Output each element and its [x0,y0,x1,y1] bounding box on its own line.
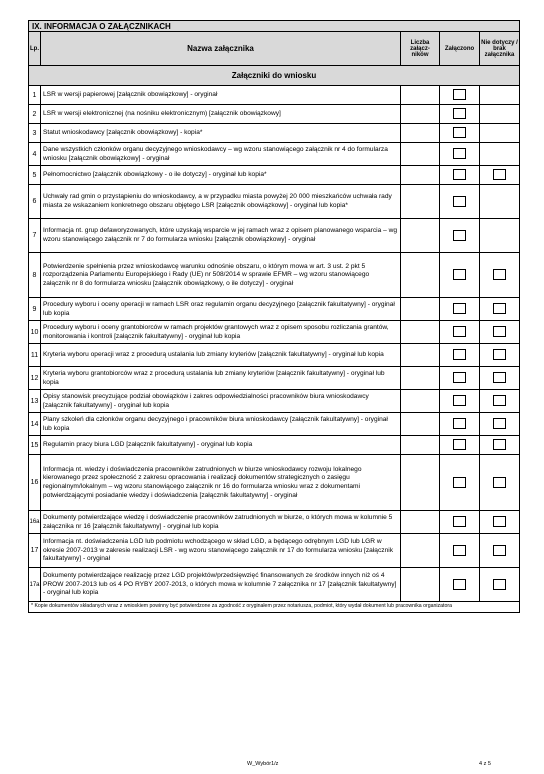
table-row [29,86,520,105]
attachment-count-cell[interactable] [401,219,440,253]
not-applicable-cell [480,413,520,436]
row-number: 6 [29,185,41,219]
not-applicable-cell [480,455,520,511]
row-number: 11 [29,344,41,367]
row-number: 13 [29,390,41,413]
attachment-name: Regulamin pracy biura LGD [załącznik fakultatywny] - oryginał lub kopia [41,436,401,455]
attached-checkbox[interactable] [453,169,466,180]
not-applicable-checkbox[interactable] [493,516,506,527]
not-applicable-cell [480,321,520,344]
table-row [29,124,520,143]
not-applicable-cell [480,166,520,185]
column-header-not-applicable: Nie dotyczy / brak załącznika [480,32,520,66]
attachment-name: Dokumenty potwierdzające realizację przez LGD projektów/przedsięwzięć finansowanych ze środków innych niż oś 4 PROW 2007-2013 lub oś 4 PO RYBY 2007-2013, o których mowa w kolumnie 7 załącznika nr 17 [załącznik fakultatywny] - oryginał lub kopia [41,568,401,602]
footnote: * Kopie dokumentów składanych wraz z wnioskiem powinny być potwierdzone za zgodność z oryginałem przez notariusza, podmiot, który wydał dokument lub pracownika organizatora [29,602,520,613]
row-number: 12 [29,367,41,390]
attachment-count-cell[interactable] [401,105,440,124]
row-number: 7 [29,219,41,253]
attachment-name: Informacja nt. wiedzy i doświadczenia pracowników zatrudnionych w biurze wnioskodawcy rozwoju lokalnego kierowanego przez społeczność z zakresu opracowania i realizacji dokumentów strategicznych o zasięgu regionalnym/lokalnym – wg wzoru stanowiącego załącznik nr 16 do formularza wniosku wraz z dokumentami potwierdzającymi posiadanie wiedzy i doświadczenia [załącznik fakultatywny] - oryginał [41,455,401,511]
attachment-name: Procedury wyboru i oceny grantobiorców w ramach projektów grantowych wraz z opisem sposobu rozliczania grantów, monitorowania i kontroli [załącznik fakultatywny] - oryginał lub kopia [41,321,401,344]
not-applicable-cell [480,185,520,219]
not-applicable-cell [480,105,520,124]
attached-cell [440,253,480,298]
attachment-name: Kryteria wyboru operacji wraz z procedurą ustalania lub zmiany kryteriów [załącznik fakultatywny] - oryginał lub kopia [41,344,401,367]
table-row [29,253,520,298]
attached-cell [440,143,480,166]
not-applicable-checkbox[interactable] [493,579,506,590]
table-row [29,436,520,455]
attached-checkbox[interactable] [453,418,466,429]
attached-checkbox[interactable] [453,230,466,241]
column-header-name: Nazwa załącznika [41,32,401,66]
not-applicable-checkbox[interactable] [493,545,506,556]
attached-checkbox[interactable] [453,516,466,527]
attachment-name: LSR w wersji elektronicznej (na nośniku elektronicznym) [załącznik obowiązkowy] [41,105,401,124]
row-number: 3 [29,124,41,143]
form-code: W_Wybór1/z [247,761,279,767]
attachment-count-cell[interactable] [401,390,440,413]
attached-cell [440,105,480,124]
attached-cell [440,219,480,253]
attached-checkbox[interactable] [453,439,466,450]
table-row [29,166,520,185]
attachment-name: Informacja nt. grup defaworyzowanych, które uzyskają wsparcie w jej ramach wraz z opisem planowanego wsparcia – wg wzoru stanowiącego załącznik nr 7 do formularza wniosku [załącznik obowiązkowy] - oryginał [41,219,401,253]
section-title: IX. INFORMACJA O ZAŁĄCZNIKACH [29,21,520,32]
attachment-count-cell[interactable] [401,455,440,511]
attached-checkbox[interactable] [453,148,466,159]
attachments-table [28,20,520,613]
not-applicable-checkbox[interactable] [493,303,506,314]
attachments-section [28,20,519,613]
not-applicable-checkbox[interactable] [493,439,506,450]
row-number: 16a [29,511,41,534]
attached-cell [440,455,480,511]
table-row [29,413,520,436]
subheader: Załączniki do wniosku [29,66,520,86]
attachment-count-cell[interactable] [401,298,440,321]
attachment-name: Informacja nt. doświadczenia LGD lub podmiotu wchodzącego w skład LGD, a będącego odrębnym LGD lub LGR w okresie 2007-2013 w zakresie realizacji LSR - wg wzoru stanowiącego załącznik nr 17 do formularza wniosku [załącznik fakultatywny] - oryginał [41,534,401,568]
attached-cell [440,436,480,455]
not-applicable-cell [480,367,520,390]
not-applicable-checkbox[interactable] [493,169,506,180]
not-applicable-checkbox[interactable] [493,269,506,280]
attachment-name: Dokumenty potwierdzające wiedzę i doświadczenie pracowników zatrudnionych w biurze, o których mowa w kolumnie 5 załącznika nr 16 [załącznik fakultatywny] - oryginał lub kopia [41,511,401,534]
column-header-attached: Załączono [440,32,480,66]
attached-cell [440,390,480,413]
attached-checkbox[interactable] [453,127,466,138]
attachment-count-cell[interactable] [401,86,440,105]
attached-checkbox[interactable] [453,477,466,488]
not-applicable-cell [480,344,520,367]
attachment-name: Opisy stanowisk precyzujące podział obowiązków i zakres odpowiedzialności pracowników biura wnioskodawcy [załącznik fakultatywny] - oryginał lub kopia [41,390,401,413]
attachment-name: Plany szkoleń dla członków organu decyzyjnego i pracowników biura wnioskodawcy [załącznik fakultatywny] - oryginał lub kopia [41,413,401,436]
attachment-name: Dane wszystkich członków organu decyzyjnego wnioskodawcy – wg wzoru stanowiącego załącznik nr 4 do formularza wniosku [załącznik obowiązkowy] - oryginał [41,143,401,166]
not-applicable-cell [480,143,520,166]
column-header-count: Liczba załącz-ników [401,32,440,66]
table-row [29,511,520,534]
attachment-count-cell[interactable] [401,253,440,298]
not-applicable-checkbox[interactable] [493,372,506,383]
row-number: 17a [29,568,41,602]
not-applicable-checkbox[interactable] [493,349,506,360]
attachment-name: Potwierdzenie spełnienia przez wnioskodawcę warunku odnośnie obszaru, o którym mowa w art. 3 ust. 2 pkt 5 rozporządzenia Parlamentu Europejskiego i Rady (UE) nr 508/2014 w sprawie EFMR – wg wzoru stanowiącego załącznik nr 8 do formularza wniosku [załącznik obowiązkowy, o ile dotyczy] - oryginał [41,253,401,298]
not-applicable-cell [480,436,520,455]
attached-cell [440,321,480,344]
attachment-name: Uchwały rad gmin o przystąpieniu do wnioskodawcy, a w przypadku miasta powyżej 20 000 mieszkańców uchwała rady miasta ze wskazaniem konkretnego obszaru objętego LSR [załącznik obowiązkowy] - oryginał lub kopia* [41,185,401,219]
attached-checkbox[interactable] [453,545,466,556]
not-applicable-checkbox[interactable] [493,418,506,429]
attached-cell [440,511,480,534]
table-row [29,367,520,390]
table-row [29,390,520,413]
row-number: 9 [29,298,41,321]
table-row [29,143,520,166]
attached-checkbox[interactable] [453,326,466,337]
attached-cell [440,534,480,568]
not-applicable-cell [480,568,520,602]
attachment-name: Pełnomocnictwo [załącznik obowiązkowy - o ile dotyczy] - oryginał lub kopia* [41,166,401,185]
not-applicable-cell [480,86,520,105]
attached-checkbox[interactable] [453,196,466,207]
page-number: 4 z 5 [479,761,491,767]
attached-cell [440,298,480,321]
attachment-rows [29,86,520,602]
not-applicable-checkbox[interactable] [493,395,506,406]
table-row [29,455,520,511]
not-applicable-checkbox[interactable] [493,477,506,488]
attached-checkbox[interactable] [453,395,466,406]
row-number: 10 [29,321,41,344]
attachment-count-cell[interactable] [401,367,440,390]
attached-cell [440,568,480,602]
attached-cell [440,166,480,185]
attachment-count-cell[interactable] [401,436,440,455]
attached-checkbox[interactable] [453,579,466,590]
attached-checkbox[interactable] [453,349,466,360]
table-row [29,105,520,124]
table-row [29,185,520,219]
table-row [29,321,520,344]
column-header-lp: Lp. [29,32,41,66]
attachment-name: LSR w wersji papierowej [załącznik obowiązkowy] - oryginał [41,86,401,105]
attachment-count-cell[interactable] [401,534,440,568]
attached-cell [440,86,480,105]
not-applicable-cell [480,511,520,534]
not-applicable-cell [480,219,520,253]
row-number: 15 [29,436,41,455]
attachment-count-cell[interactable] [401,321,440,344]
row-number: 5 [29,166,41,185]
attachment-count-cell[interactable] [401,413,440,436]
row-number: 8 [29,253,41,298]
table-row [29,568,520,602]
attached-checkbox[interactable] [453,372,466,383]
attached-checkbox[interactable] [453,108,466,119]
attachment-count-cell[interactable] [401,568,440,602]
attachment-count-cell[interactable] [401,143,440,166]
attached-checkbox[interactable] [453,89,466,100]
row-number: 17 [29,534,41,568]
not-applicable-cell [480,298,520,321]
row-number: 16 [29,455,41,511]
attachment-count-cell[interactable] [401,511,440,534]
not-applicable-checkbox[interactable] [493,326,506,337]
not-applicable-cell [480,534,520,568]
attached-cell [440,185,480,219]
attachment-name: Kryteria wyboru grantobiorców wraz z procedurą ustalania lub zmiany kryteriów [załącznik fakultatywny] - oryginał lub kopia [41,367,401,390]
table-row [29,298,520,321]
not-applicable-cell [480,390,520,413]
not-applicable-cell [480,124,520,143]
table-row [29,219,520,253]
row-number: 2 [29,105,41,124]
row-number: 14 [29,413,41,436]
row-number: 1 [29,86,41,105]
attached-cell [440,124,480,143]
attached-checkbox[interactable] [453,269,466,280]
not-applicable-cell [480,253,520,298]
attachment-name: Statut wnioskodawcy [załącznik obowiązkowy] - kopia* [41,124,401,143]
attachment-count-cell[interactable] [401,166,440,185]
attached-cell [440,344,480,367]
attachment-count-cell[interactable] [401,124,440,143]
attachment-name: Procedury wyboru i oceny operacji w ramach LSR oraz regulamin organu decyzyjnego [załącznik fakultatywny] - oryginał lub kopia [41,298,401,321]
attachment-count-cell[interactable] [401,185,440,219]
attached-cell [440,413,480,436]
attached-checkbox[interactable] [453,303,466,314]
table-row [29,344,520,367]
attached-cell [440,367,480,390]
row-number: 4 [29,143,41,166]
table-row [29,534,520,568]
attachment-count-cell[interactable] [401,344,440,367]
